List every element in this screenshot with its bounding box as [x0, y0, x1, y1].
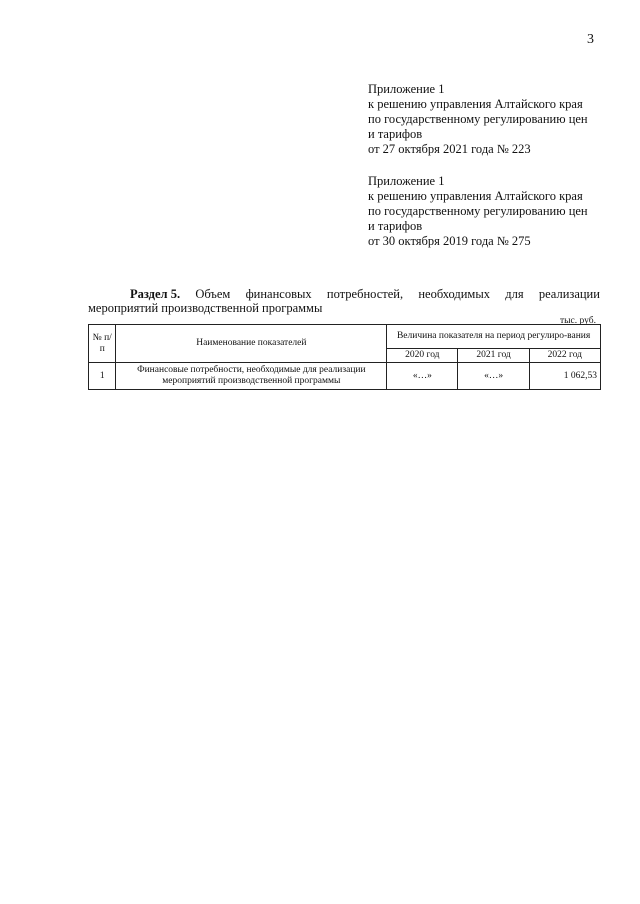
- row-num: 1: [89, 363, 116, 390]
- appendix-line: от 27 октября 2021 года № 223: [368, 142, 531, 156]
- appendix-line: и тарифов: [368, 127, 423, 141]
- appendix-line: от 30 октября 2019 года № 275: [368, 234, 531, 248]
- header-year: 2021 год: [458, 349, 529, 363]
- section-title-word: реализации: [538, 287, 600, 301]
- unit-label: тыс. руб.: [560, 316, 596, 326]
- header-period: Величина показателя на период регулиро-вания: [387, 325, 601, 349]
- appendix-previous: [368, 174, 618, 249]
- section-title-word: необходимых: [418, 287, 490, 301]
- section-title-word: Объем: [195, 287, 231, 301]
- header-year: 2020 год: [387, 349, 458, 363]
- financial-needs-table: [88, 324, 601, 390]
- appendix-line: по государственному регулированию цен: [368, 204, 588, 218]
- appendix-line: к решению управления Алтайского края: [368, 97, 583, 111]
- row-name: Финансовые потребности, необходимые для реализации мероприятий производственной программы: [116, 363, 387, 390]
- header-year: 2022 год: [529, 349, 600, 363]
- section-title-word: для: [505, 287, 524, 301]
- row-value: «…»: [387, 363, 458, 390]
- row-value: 1 062,53: [529, 363, 600, 390]
- table-row: [89, 363, 601, 390]
- appendix-line: по государственному регулированию цен: [368, 112, 588, 126]
- appendix-line: и тарифов: [368, 219, 423, 233]
- row-value: «…»: [458, 363, 529, 390]
- section-title-word: финансовых: [245, 287, 312, 301]
- section-label: Раздел 5.: [130, 287, 181, 301]
- appendix-current: [368, 82, 618, 157]
- appendix-line: к решению управления Алтайского края: [368, 189, 583, 203]
- header-name: Наименование показателей: [116, 325, 387, 363]
- page-number: 3: [587, 32, 594, 47]
- header-num: № п/п: [89, 325, 116, 363]
- section-title-word: потребностей,: [326, 287, 404, 301]
- section-heading: [88, 287, 600, 315]
- appendix-line: Приложение 1: [368, 174, 445, 188]
- appendix-line: Приложение 1: [368, 82, 445, 96]
- section-title-line2: мероприятий производственной программы: [88, 301, 323, 315]
